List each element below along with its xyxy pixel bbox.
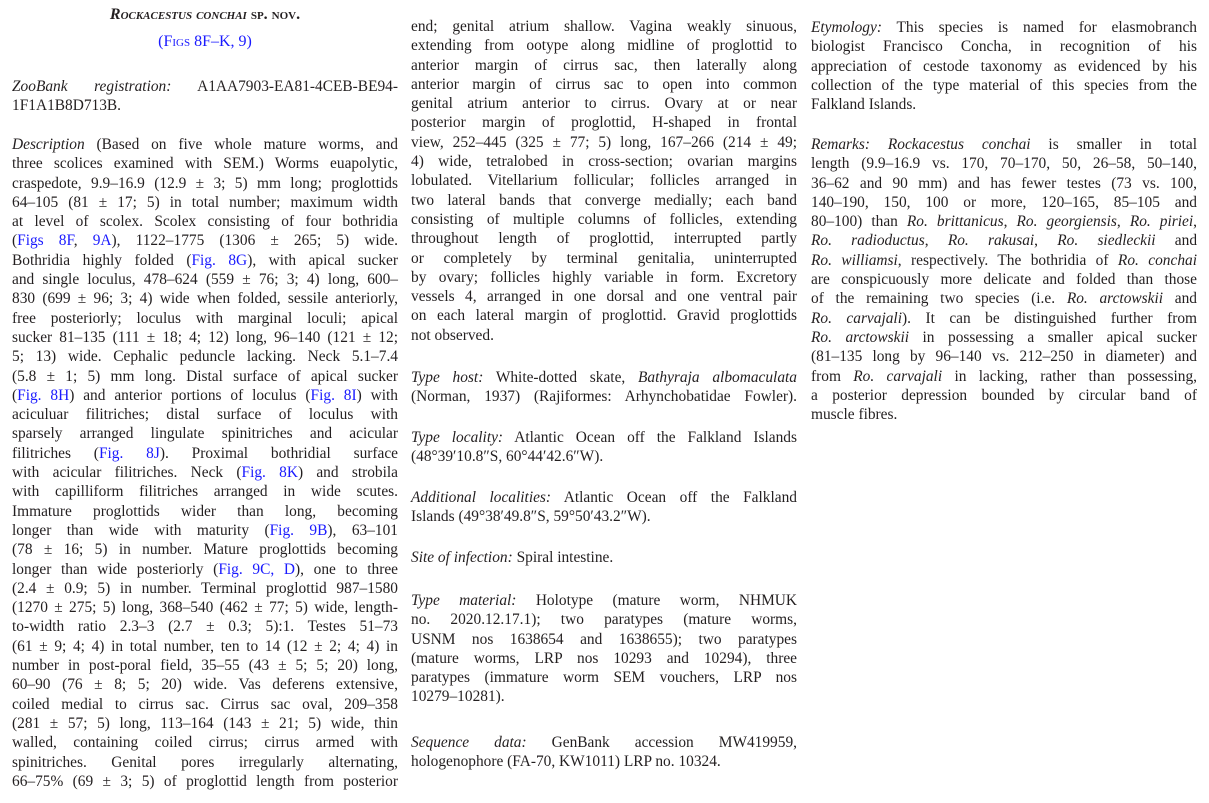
text-line (411, 668, 797, 687)
text-segment: Holotype (mature worm, NHMUK (516, 592, 797, 609)
text-line (12, 135, 398, 154)
zoobank-registration (12, 77, 398, 116)
text-segment: Atlantic Ocean off the Falkland Islands (503, 429, 797, 446)
text-line (12, 251, 398, 270)
text-line (12, 656, 398, 675)
text-segment: 140–190, 150, 100 or more, 120–165, 85–105 and (811, 193, 1197, 211)
text-segment: 36–62 and 90 mm) and has fewer testes (73 vs. 100, (811, 174, 1197, 192)
text-line (12, 540, 398, 559)
text-segment: , (924, 232, 948, 250)
text-segment: ) and strobila (297, 464, 398, 482)
text-segment: ) and anterior portions of loculus ( (69, 386, 311, 404)
text-segment: and single loculus, 478–624 (559 ± 76; 3; 4) long, 600– (12, 271, 398, 289)
text-line (811, 328, 1197, 347)
text-line (411, 152, 797, 171)
text-line (12, 617, 398, 636)
text-segment: by ovary; follicles highly variable in form. Excretory (411, 268, 797, 286)
italic-text: Ro. radioductus (811, 232, 925, 250)
text-line (411, 56, 797, 75)
text-segment: biologist Francisco Concha, in recognition of his (811, 38, 1197, 56)
type-host (411, 368, 797, 407)
text-line (411, 649, 797, 668)
text-segment: 80–100) than (811, 213, 907, 231)
text-segment: craspedote, 9.9–16.9 (12.9 ± 3; 5) mm long; proglottids (12, 174, 398, 192)
figure-link[interactable]: Fig. 8H (17, 386, 70, 404)
text-segment: 5; 13) wide. Cephalic peduncle lacking. Neck 5.1–7.4 (12, 348, 398, 366)
text-line (411, 306, 797, 325)
text-line (811, 76, 1197, 95)
text-line (12, 579, 398, 598)
italic-text: Ro. williamsi (811, 251, 898, 269)
text-line (12, 772, 398, 791)
text-line (411, 387, 797, 406)
text-line (12, 482, 398, 501)
text-segment: posterior margin of proglottid, H-shaped in frontal (411, 114, 797, 132)
text-segment: ( (12, 232, 18, 250)
text-segment: longer than wide posteriorly ( (12, 560, 219, 578)
italic-text: Rockacestus conchai (887, 136, 1031, 153)
text-segment: longer than wide with maturity ( (12, 521, 270, 539)
etymology (811, 18, 1197, 114)
text-segment: A1AA7903-EA81-4CEB-BE94- (171, 78, 398, 95)
text-line (811, 231, 1197, 250)
text-line (411, 752, 797, 771)
text-line (411, 507, 797, 526)
text-line (411, 17, 797, 36)
text-segment: of the remaining two species (i.e. (811, 290, 1067, 308)
text-segment: not observed. (411, 326, 494, 344)
text-segment: walled, containing coiled cirrus; cirrus armed with (12, 734, 398, 752)
text-segment: 830 (699 ± 96; 3; 4) wide when folded, sessile anteriorly, (12, 290, 398, 308)
text-line (12, 212, 398, 231)
text-segment: ). It can be distinguished further from (902, 309, 1197, 327)
text-segment: view, 252–445 (325 ± 77; 5) long, 167–266 (214 ± 49; (411, 133, 797, 151)
text-segment: filitriches ( (12, 444, 99, 462)
species-heading (12, 5, 398, 25)
italic-text: Sequence data: (411, 734, 527, 751)
text-segment: coiled medial to cirrus sac. Cirrus sac oval, 209–358 (12, 695, 398, 713)
text-line (12, 598, 398, 617)
italic-text: Type host: (411, 369, 484, 386)
text-line (12, 521, 398, 540)
italic-text: Ro. carvajali (853, 367, 943, 385)
text-segment: (Based on five whole mature worms, and (84, 136, 398, 153)
text-segment: 10279–10281). (411, 688, 505, 706)
text-line (12, 695, 398, 714)
text-segment: 66–75% (69 ± 3; 5) of proglottid length from posterior (12, 772, 398, 790)
text-line (12, 270, 398, 289)
italic-text: Ro. rakusai (947, 232, 1035, 250)
species-name: Rockacestus conchai (109, 6, 247, 23)
text-line (411, 326, 797, 345)
italic-text: Ro. conchai (1117, 251, 1197, 269)
italic-text: Description (12, 136, 85, 153)
text-line (811, 37, 1197, 56)
text-line (12, 193, 398, 212)
text-line (12, 444, 398, 463)
italic-text: Type locality: (411, 429, 504, 446)
italic-text: Ro. arctowskii (1066, 290, 1164, 308)
description-paragraph (12, 135, 398, 791)
figure-link[interactable]: Fig. 8G (191, 251, 248, 269)
text-segment: or completely by terminal genitalia, uninterrupted (411, 249, 797, 267)
text-segment: with acicular filitriches. Neck ( (12, 464, 242, 482)
italic-text: Bathyraja albomaculata (638, 369, 797, 386)
text-line (411, 687, 797, 706)
text-segment: (78 ± 16; 5) in number. Mature proglottids becoming (12, 541, 398, 559)
text-line (411, 610, 797, 629)
text-segment: on each lateral margin of proglottid. Gravid proglottids (411, 307, 797, 325)
text-line (411, 94, 797, 113)
text-line (411, 249, 797, 268)
text-segment: (Norman, 1937) (Rajiformes: Arhynchobatidae Fowler). (411, 388, 797, 406)
text-segment: White-dotted skate, (483, 369, 639, 386)
figure-reference (12, 32, 398, 52)
text-segment: genital atrium anterior to cirrus. Ovary at or near (411, 95, 797, 113)
figure-link[interactable]: Figs 8F (17, 232, 74, 250)
text-line (12, 309, 398, 328)
text-line (12, 154, 398, 173)
text-line (811, 212, 1197, 231)
italic-text: Etymology: (811, 19, 882, 36)
text-segment: three scolices examined with SEM.) Worms euapolytic, (12, 155, 398, 173)
paren-close: ) (246, 33, 252, 50)
text-segment: , (1193, 213, 1198, 231)
italic-text: Type material: (411, 592, 517, 609)
text-line (411, 229, 797, 248)
text-segment: in possessing a smaller apical sucker (909, 328, 1197, 346)
text-segment: GenBank accession MW419959, (526, 734, 797, 751)
sequence-data (411, 733, 797, 772)
text-segment: Spiral intestine. (512, 549, 614, 566)
text-segment: , (1116, 213, 1130, 231)
text-segment: aciculuar filitriches; distal surface of loculus with (12, 406, 398, 424)
text-segment: ( (12, 386, 18, 404)
text-line (12, 560, 398, 579)
text-line (12, 733, 398, 752)
text-line (12, 174, 398, 193)
text-segment: are conspicuously more delicate and folded than those (811, 271, 1197, 289)
text-segment: (61 ± 9; 4; 4) in total number, ten to 14 (12 ± 2; 4; 4) in (12, 637, 398, 655)
text-line (411, 447, 797, 466)
text-line (411, 548, 797, 567)
text-segment: vessels 4, arranged in one dorsal and one ventral pair (411, 288, 797, 306)
text-line (12, 367, 398, 386)
additional-localities (411, 488, 797, 527)
text-line (811, 57, 1197, 76)
text-line (411, 75, 797, 94)
text-segment: and (1155, 232, 1198, 250)
text-line (12, 405, 398, 424)
text-segment: length (9.9–16.9 vs. 170, 70–170, 50, 26–58, 50–140, (811, 155, 1197, 173)
text-line (811, 309, 1197, 328)
text-segment: in lacking, rather than possessing, (942, 367, 1198, 385)
text-segment: anterior margin of cirrus sac to open into common (411, 75, 797, 93)
text-segment: spinitriches. Genital pores irregularly alternating, (12, 753, 398, 771)
type-material (411, 591, 797, 707)
figure-link[interactable]: Fig. 8K (241, 464, 298, 482)
text-segment: (mature worms, LRP nos 10293 and 10294), three (411, 649, 797, 667)
figure-link[interactable]: Fig. 9C, D (218, 560, 295, 578)
text-segment: to-width ratio 2.3–3 (2.7 ± 0.3; 5):1. Testes 51–73 (12, 618, 398, 636)
text-segment: Immature proglottids wider than long, becoming (12, 502, 398, 520)
text-segment: at level of scolex. Scolex consisting of four bothridia (12, 213, 398, 231)
italic-text: Ro. georgiensis (1016, 213, 1117, 231)
text-line (12, 714, 398, 733)
text-line (411, 287, 797, 306)
site-of-infection (411, 548, 797, 567)
description-continued (411, 17, 797, 345)
text-line (811, 270, 1197, 289)
text-line (411, 133, 797, 152)
italic-text: Remarks: (811, 136, 870, 153)
text-line (12, 386, 398, 405)
text-segment: Falkland Islands. (811, 96, 917, 114)
text-segment: anterior margin of cirrus sac, then laterally along (411, 56, 797, 74)
italic-text: Ro. siedleckii (1057, 232, 1156, 250)
figs-link[interactable]: Figs 8F–K, 9 (163, 33, 247, 50)
text-segment: appreciation of cestode taxonomy as evidenced by his (811, 57, 1197, 75)
text-segment: free posteriorly; loculus with marginal loculi; apical (12, 309, 398, 327)
text-segment: number in post-poral field, 35–55 (43 ± 5; 5; 20) long, (12, 657, 398, 675)
text-line (411, 113, 797, 132)
text-line (811, 289, 1197, 308)
text-segment: 60–90 (76 ± 8; 5; 20) wide. Vas deferens extensive, (12, 676, 398, 694)
text-segment: and (1163, 290, 1197, 308)
text-segment: with capilliform filitriches arranged in wide scutes. (12, 483, 398, 501)
text-segment: consisting of multiple columns of follicles, extending (411, 210, 797, 228)
text-segment: ) with (356, 386, 398, 404)
text-line (811, 367, 1197, 386)
text-line (811, 154, 1197, 173)
text-line (811, 347, 1197, 366)
text-line (411, 591, 797, 610)
text-line (411, 210, 797, 229)
text-segment: Bothridia highly folded ( (12, 251, 192, 269)
text-line (411, 428, 797, 447)
figure-link[interactable]: Fig. 8I (310, 386, 357, 404)
text-segment: Atlantic Ocean off the Falkland (551, 489, 797, 506)
text-line (12, 77, 398, 96)
text-segment: sucker 81–135 (111 ± 18; 4; 12) long, 96–140 (121 ± 12; (12, 328, 398, 346)
text-line (811, 174, 1197, 193)
text-segment: two lateral bands that converge medially; each band (411, 191, 797, 209)
text-line (811, 405, 1197, 424)
text-line (12, 637, 398, 656)
text-segment: 64–105 (81 ± 17; 5) in total number; maximum width (12, 193, 398, 211)
text-line (12, 231, 398, 250)
text-line (411, 268, 797, 287)
text-segment: (281 ± 57; 5) long, 113–164 (143 ± 21; 5) wide, thin (12, 714, 398, 732)
text-segment: , (1034, 232, 1058, 250)
text-segment: throughout length of proglottid, interrupted partly (411, 230, 797, 248)
text-line (811, 386, 1197, 405)
figure-link[interactable]: 9A (92, 232, 112, 250)
text-segment: ). Proximal bothridial surface (159, 444, 399, 462)
text-segment: end; genital atrium shallow. Vagina weakly sinuous, (411, 18, 797, 35)
text-segment: hologenophore (FA-70, KW1011) LRP no. 10324. (411, 753, 721, 771)
text-line (12, 347, 398, 366)
text-segment: Islands (49°38′49.8″S, 59°50′43.2″W). (411, 508, 651, 526)
italic-text: ZooBank registration: (12, 78, 172, 95)
text-line (811, 251, 1197, 270)
text-segment: ), one to three (295, 560, 398, 578)
italic-text: Ro. arctowskii (811, 328, 910, 346)
text-line (411, 488, 797, 507)
text-line (411, 36, 797, 55)
text-segment: USNM nos 1638654 and 1638655); two paratypes (411, 630, 797, 648)
text-segment: paratypes (immature worm SEM vouchers, LRP nos (411, 669, 797, 687)
text-line (12, 675, 398, 694)
text-segment: collection of the type material of this species from the (811, 76, 1197, 94)
text-segment: , respectively. The bothridia of (897, 251, 1118, 269)
text-segment: a posterior depression bounded by circular band of (811, 386, 1197, 404)
text-line (12, 424, 398, 443)
text-line (12, 753, 398, 772)
italic-text: Ro. piriei (1129, 213, 1194, 231)
text-segment: is smaller in total (1030, 136, 1197, 153)
text-segment: extending from ootype along midline of proglottid to (411, 37, 797, 55)
text-segment: (2.4 ± 0.9; 5) in number. Terminal proglottid 987–1580 (12, 579, 398, 597)
text-line (12, 328, 398, 347)
text-segment: This species is named for elasmobranch (881, 19, 1197, 36)
figure-link[interactable]: Fig. 8J (98, 444, 160, 462)
text-segment: ), with apical sucker (247, 251, 398, 269)
text-line (811, 95, 1197, 114)
italic-text: Additional localities: (411, 489, 552, 506)
text-segment: , (1003, 213, 1017, 231)
text-segment: (1270 ± 275; 5) long, 368–540 (462 ± 77; 5) wide, length- (12, 599, 398, 617)
text-segment: no. 2020.12.17.1); two paratypes (mature worms, (411, 611, 797, 629)
text-segment: , (73, 232, 93, 250)
italic-text: Ro. brittanicus (906, 213, 1004, 231)
italic-text: Ro. carvajali (811, 309, 902, 327)
remarks (811, 135, 1197, 424)
text-segment: sparsely arranged lingulate spinitriches and acicular (12, 425, 398, 443)
type-locality (411, 428, 797, 467)
text-line (411, 630, 797, 649)
paren-open: ( (158, 33, 164, 50)
text-segment: (81–135 long by 96–140 vs. 212–250 in diameter) and (811, 348, 1197, 366)
species-status: sp. nov. (246, 6, 301, 23)
italic-text: Site of infection: (411, 549, 513, 566)
text-segment: ), 63–101 (327, 521, 398, 539)
text-segment: from (811, 367, 854, 385)
text-segment: 1F1A1B8D713B. (12, 97, 122, 115)
text-line (12, 289, 398, 308)
text-segment: 4) wide, tetralobed in cross-section; ovarian margins (411, 153, 797, 171)
text-segment (870, 136, 888, 153)
text-line (411, 171, 797, 190)
text-line (411, 733, 797, 752)
text-segment: ), 1122–1775 (1306 ± 265; 5) wide. (111, 232, 399, 250)
figure-link[interactable]: Fig. 9B (269, 521, 328, 539)
text-segment: muscle fibres. (811, 406, 898, 424)
text-segment: (5.8 ± 1; 5) mm long. Distal surface of apical sucker (12, 367, 398, 385)
text-line (811, 135, 1197, 154)
text-line (411, 368, 797, 387)
text-line (811, 18, 1197, 37)
text-line (12, 502, 398, 521)
text-segment: (48°39′10.8″S, 60°44′42.6″W). (411, 448, 604, 466)
text-segment: lobulated. Vitellarium follicular; follicles arranged in (411, 172, 797, 190)
text-line (12, 463, 398, 482)
text-line (411, 191, 797, 210)
text-line (12, 96, 398, 115)
text-line (811, 193, 1197, 212)
